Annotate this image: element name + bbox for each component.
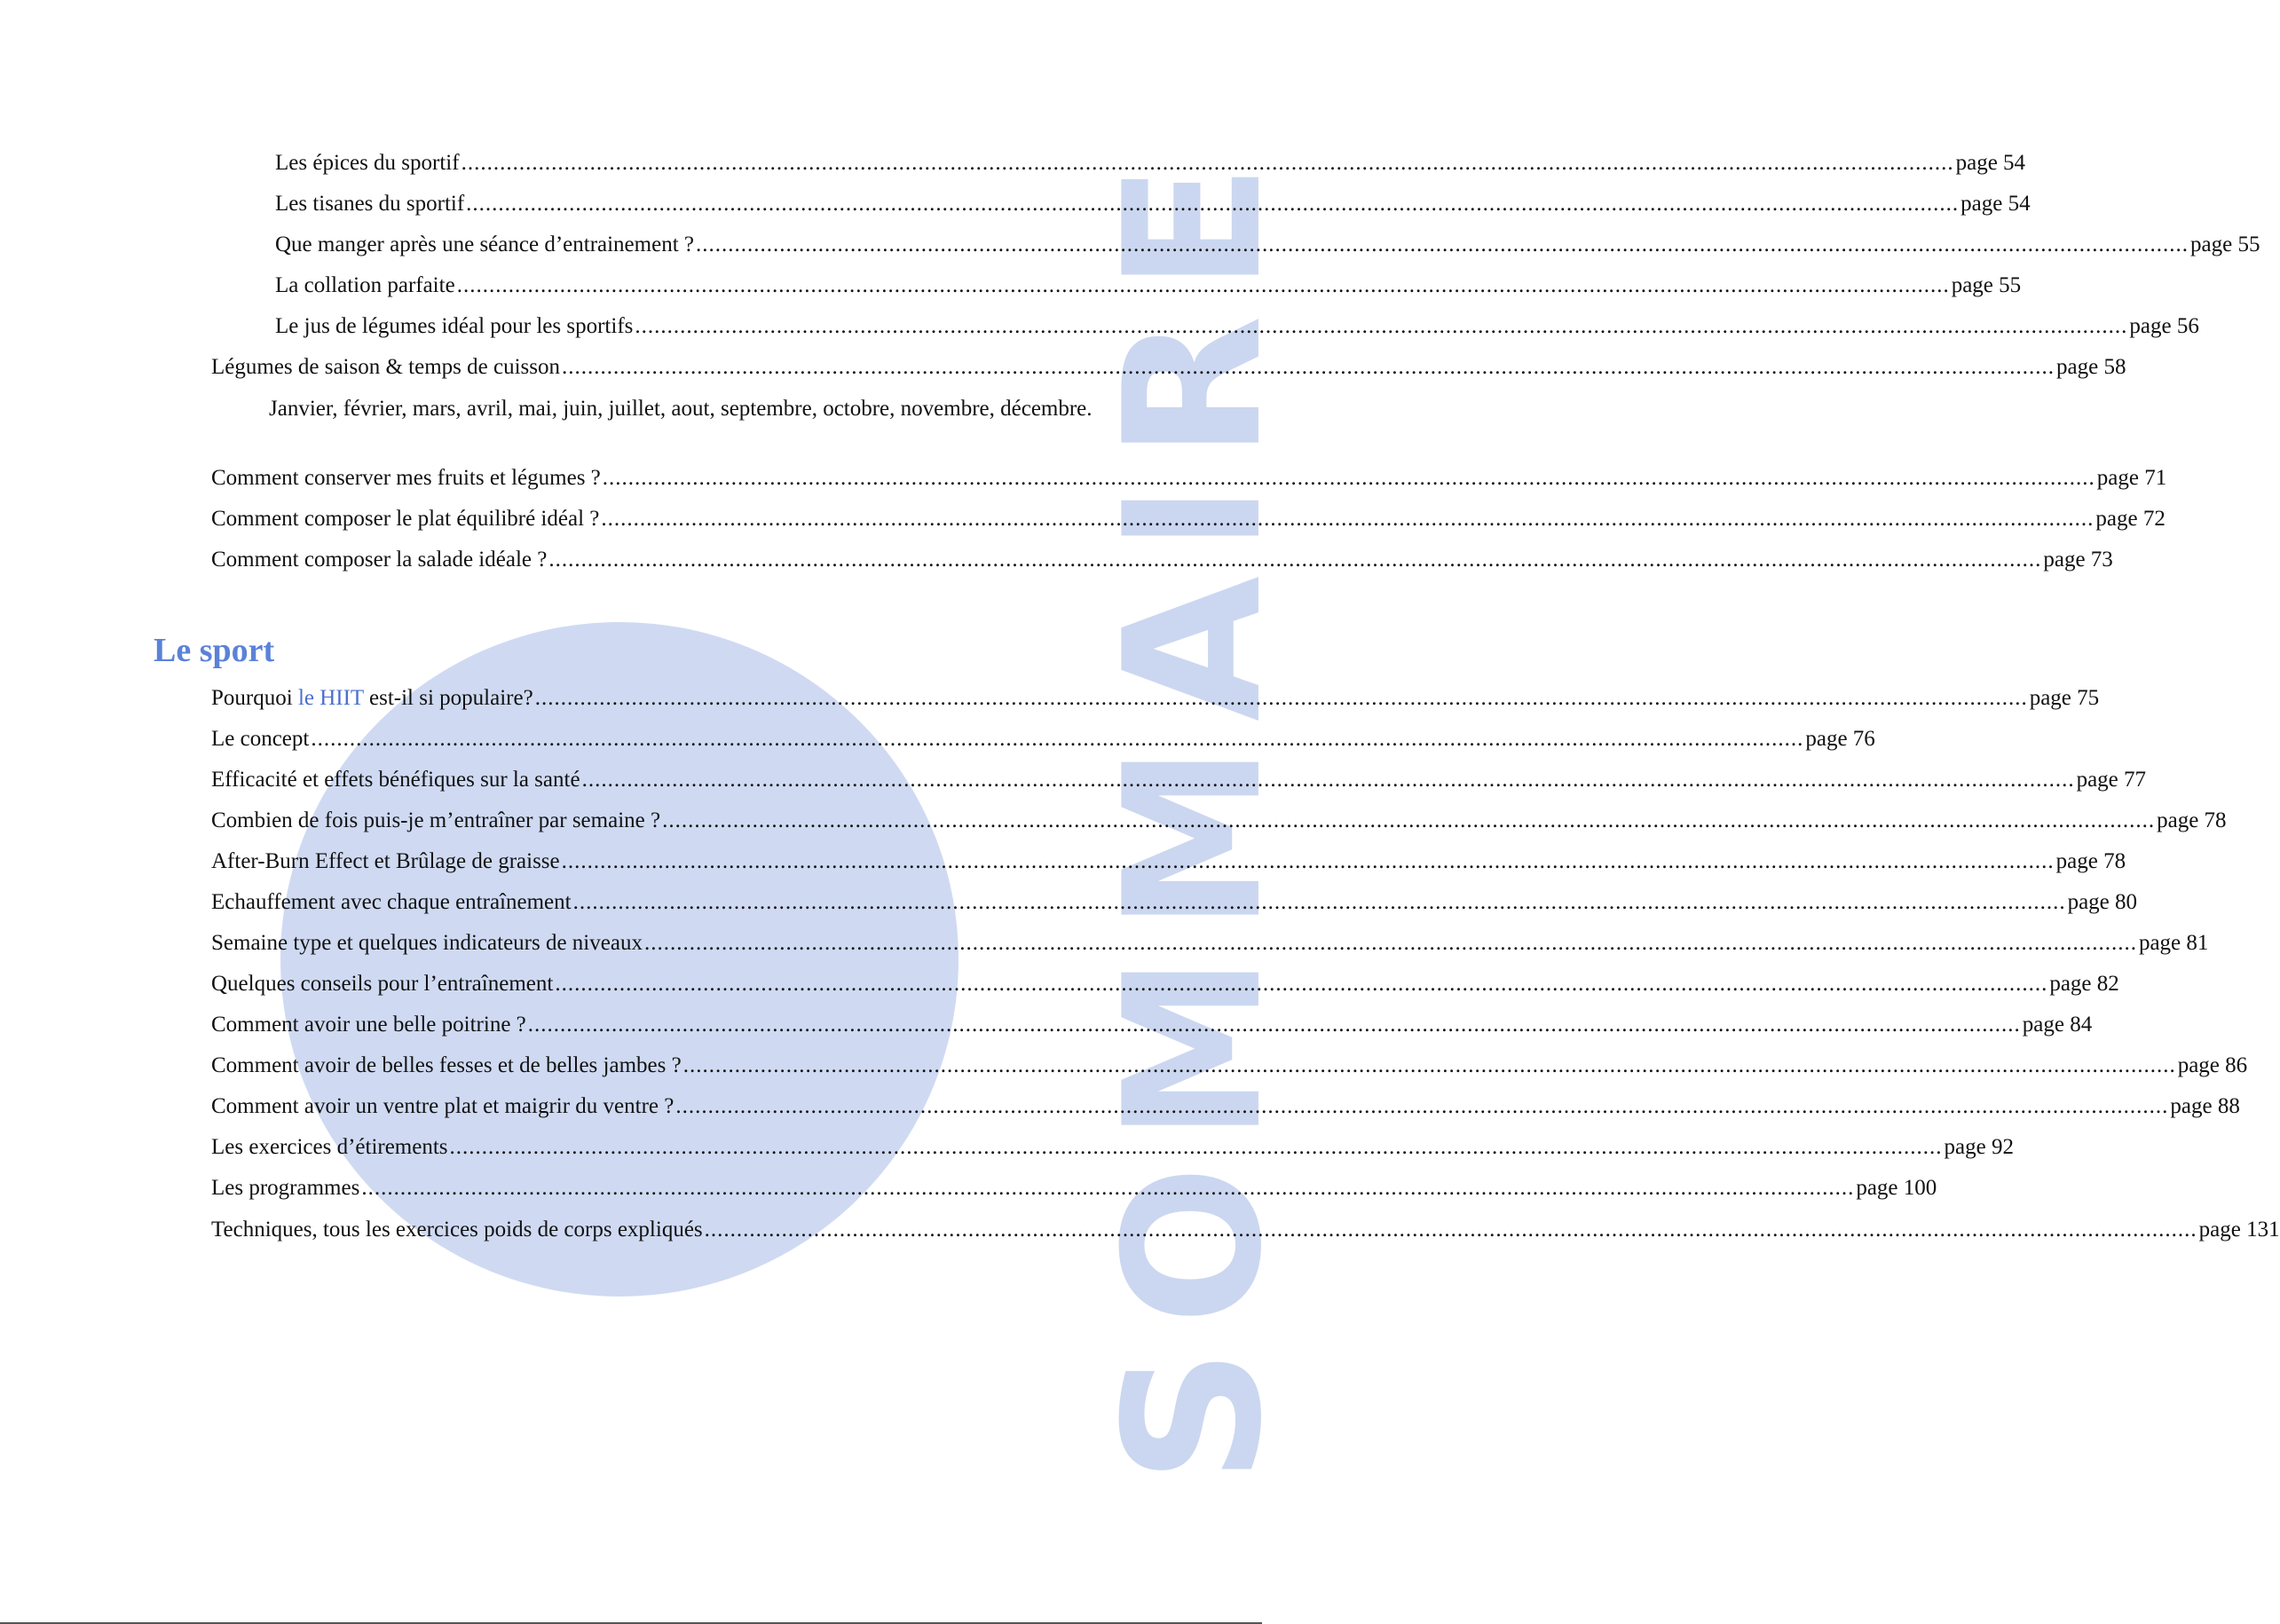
toc-entry[interactable] — [211, 1175, 1937, 1202]
toc-entry-page: page 55 — [2190, 233, 2260, 256]
toc-entry-page: page 84 — [2022, 1013, 2093, 1037]
toc-entry[interactable] — [275, 191, 2031, 217]
toc-entry[interactable] — [211, 848, 2126, 875]
toc-entry-label: Comment avoir de belles fesses et de belles jambes ? — [211, 1053, 682, 1077]
toc-entry[interactable] — [211, 547, 2113, 573]
toc-leader-dots — [562, 354, 2055, 381]
toc-entry-page: page 55 — [1951, 273, 2022, 297]
toc-entry-page: page 78 — [2157, 808, 2227, 832]
toc-entry[interactable] — [211, 1012, 2093, 1038]
toc-leader-dots — [644, 930, 2137, 957]
toc-entry[interactable] — [211, 889, 2138, 916]
toc-entry-label-end: est-il si populaire? — [363, 686, 533, 710]
toc-leader-dots — [528, 1012, 2021, 1038]
toc-entry[interactable] — [211, 1134, 2014, 1161]
toc-leader-dots — [582, 767, 2075, 793]
toc-entry[interactable] — [211, 930, 2209, 957]
toc-entry-label: Combien de fois puis-je m’entraîner par semaine ? — [211, 808, 661, 832]
toc-entry[interactable] — [211, 808, 2227, 834]
toc-entry[interactable] — [211, 971, 2119, 997]
toc-leader-dots — [675, 1093, 2168, 1120]
toc-leader-dots — [603, 465, 2095, 492]
toc-entry-label: Quelques conseils pour l’entraînement — [211, 972, 554, 996]
toc-entry-page: page 54 — [1960, 192, 2031, 216]
toc-entry-page: page 56 — [2129, 314, 2199, 338]
toc-entry[interactable] — [211, 1052, 2248, 1079]
toc-leader-dots — [535, 685, 2028, 712]
toc-entry-label: Les programmes — [211, 1176, 360, 1200]
toc-leader-dots — [555, 971, 2047, 997]
toc-entry-page: page 92 — [1944, 1135, 2014, 1159]
toc-leader-dots — [662, 808, 2155, 834]
toc-leader-dots — [311, 726, 1803, 753]
toc-entry-label: Légumes de saison & temps de cuisson — [211, 355, 560, 379]
toc-entry-page: page 100 — [1856, 1176, 1937, 1200]
toc-entry-page: page 131 — [2198, 1218, 2280, 1242]
toc-entry-label: Echauffement avec chaque entraînement — [211, 890, 572, 914]
toc-entry-label-start: Pourquoi — [211, 686, 298, 710]
toc-entry-page: page 80 — [2067, 890, 2138, 914]
toc-entry[interactable] — [275, 313, 2199, 340]
toc-entry-page: page 72 — [2095, 507, 2166, 531]
months-paragraph-text: Janvier, février, mars, avril, mai, juin, juillet, aout, septembre, octobre, novembre, décembre. — [269, 397, 1093, 421]
toc-entry[interactable] — [211, 726, 1875, 753]
toc-entry-label: Semaine type et quelques indicateurs de niveaux — [211, 931, 643, 955]
toc-entry-page: page 76 — [1805, 727, 1875, 751]
toc-leader-dots — [361, 1175, 1854, 1202]
toc-entry[interactable] — [211, 1093, 2240, 1120]
toc-entry-label: Les épices du sportif — [275, 151, 460, 175]
toc-leader-dots — [457, 272, 1950, 299]
toc-entry-label: La collation parfaite — [275, 273, 455, 297]
toc-entry-label: Comment conserver mes fruits et légumes ? — [211, 466, 601, 490]
toc-entry[interactable] — [211, 354, 2126, 381]
toc-leader-dots — [635, 313, 2127, 340]
toc-entry-label: After-Burn Effect et Brûlage de graisse — [211, 849, 560, 873]
toc-leader-dots — [601, 506, 2094, 532]
toc-entry-label: Techniques, tous les exercices poids de corps expliqués — [211, 1218, 703, 1242]
toc-leader-dots — [705, 1217, 2197, 1243]
toc-entry-page: page 78 — [2055, 849, 2126, 873]
months-paragraph — [154, 395, 1112, 423]
toc-leader-dots — [450, 1134, 1943, 1161]
toc-entry-label: Le concept — [211, 727, 310, 751]
toc-entry-page: page 88 — [2170, 1094, 2240, 1118]
toc-entry[interactable] — [275, 232, 2260, 258]
toc-entry[interactable] — [275, 272, 2022, 299]
toc-entry-page: page 81 — [2138, 931, 2209, 955]
toc-leader-dots — [573, 889, 2066, 916]
toc-entry-label: Comment avoir une belle poitrine ? — [211, 1013, 526, 1037]
toc-entry-label — [211, 685, 533, 712]
toc-entry-label: Les tisanes du sportif — [275, 192, 465, 216]
toc-entry-label: Les exercices d’étirements — [211, 1135, 448, 1159]
toc-entry[interactable] — [211, 685, 2100, 712]
toc-entry-page: page 86 — [2177, 1053, 2248, 1077]
toc-entry-label: Le jus de légumes idéal pour les sportifs — [275, 314, 634, 338]
toc-leader-dots — [562, 848, 2055, 875]
toc-entry-page: page 71 — [2096, 466, 2167, 490]
toc-entry-page: page 54 — [1955, 151, 2026, 175]
toc-entry[interactable] — [211, 506, 2166, 532]
side-title-text: SOMMAIRE — [1084, 140, 1304, 1484]
toc-entry[interactable] — [275, 150, 2026, 177]
toc-leader-dots — [462, 150, 1954, 177]
hiit-highlight: le HIIT — [297, 686, 364, 710]
toc-entry-label: Efficacité et effets bénéfiques sur la santé — [211, 768, 580, 792]
toc-entry-page: page 77 — [2076, 768, 2147, 792]
toc-entry-page: page 82 — [2049, 972, 2119, 996]
toc-leader-dots — [548, 547, 2041, 573]
toc-leader-dots — [466, 191, 1959, 217]
toc-entry-label: Comment composer la salade idéale ? — [211, 548, 548, 572]
toc-entry-page: page 73 — [2043, 548, 2113, 572]
toc-entry[interactable] — [211, 1217, 2280, 1243]
toc-entry[interactable] — [211, 767, 2147, 793]
toc-entry-label: Comment composer le plat équilibré idéal ? — [211, 507, 600, 531]
toc-leader-dots — [683, 1052, 2176, 1079]
toc-entry-label: Que manger après une séance d’entrainement ? — [275, 233, 694, 256]
toc-leader-dots — [696, 232, 2189, 258]
section-title: Le sport — [154, 632, 275, 669]
toc-entry-page: page 58 — [2056, 355, 2126, 379]
toc-entry-page: page 75 — [2029, 686, 2100, 710]
toc-entry-label: Comment avoir un ventre plat et maigrir du ventre ? — [211, 1094, 675, 1118]
toc-entry[interactable] — [211, 465, 2167, 492]
